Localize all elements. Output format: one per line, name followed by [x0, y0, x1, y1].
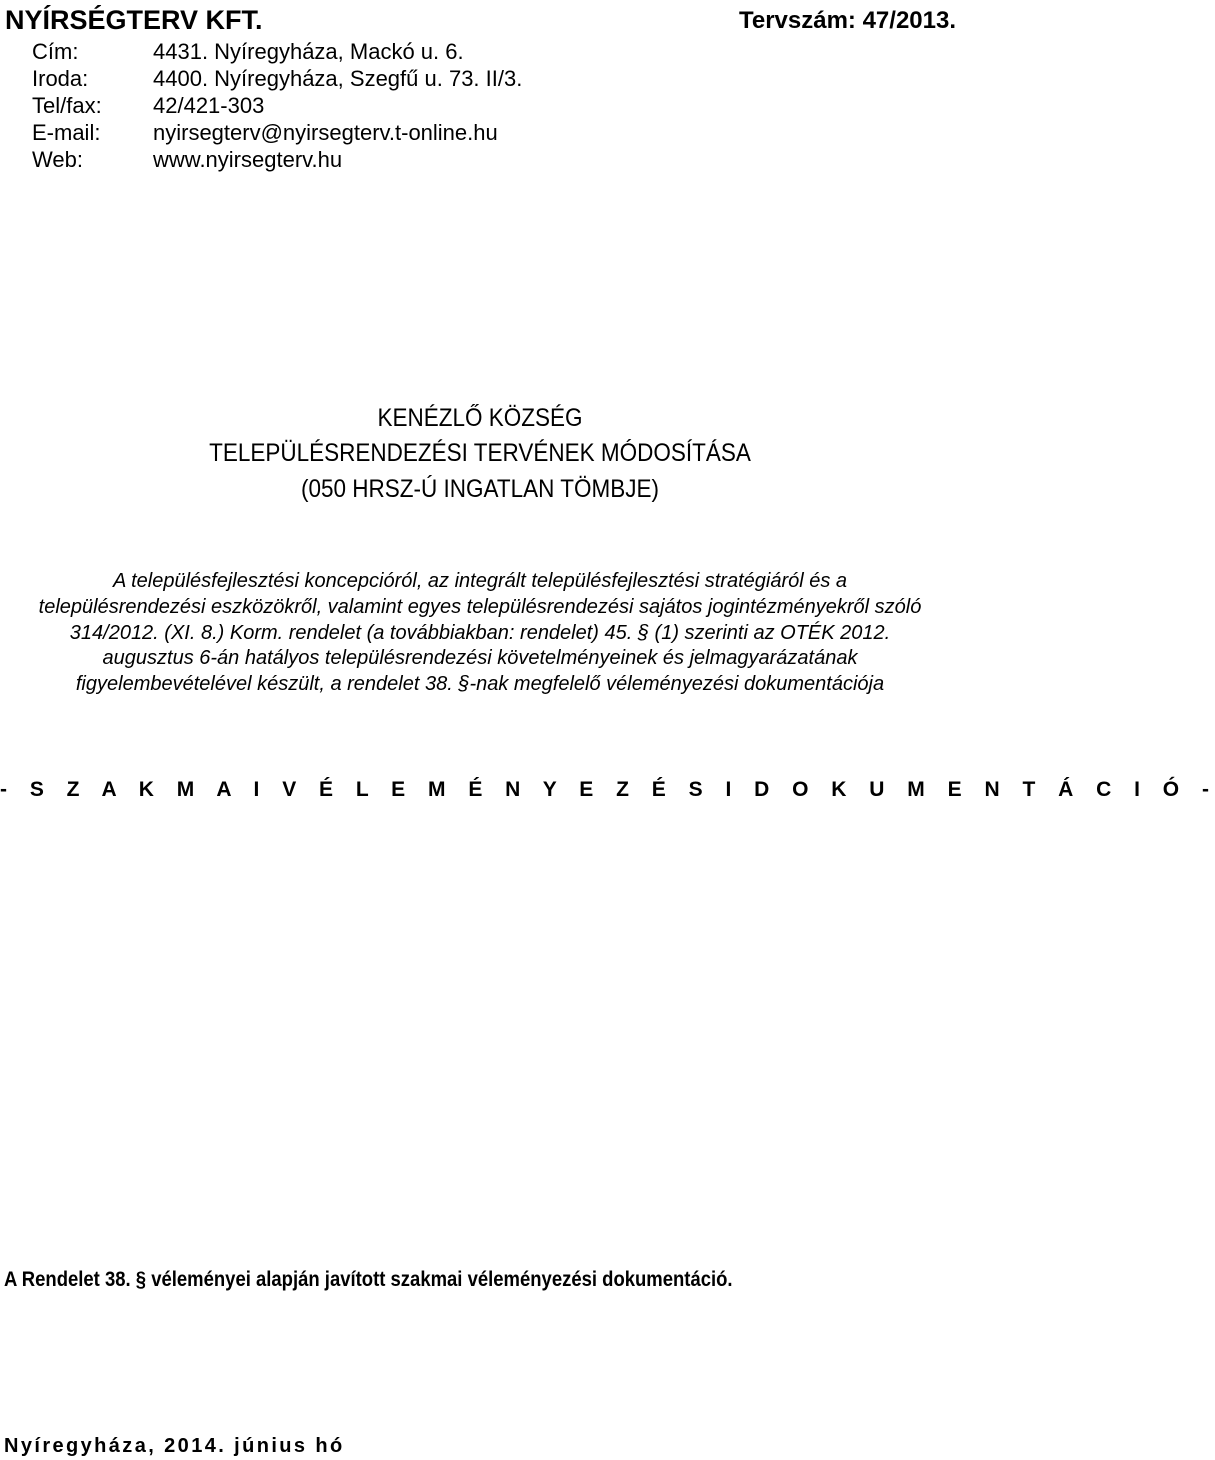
legal-basis-line: 314/2012. (XI. 8.) Korm. rendelet (a továbbiakban: rendelet) 45. § (1) szerinti az OTÉK 2012. [69, 622, 891, 644]
contact-value: 4431. Nyíregyháza, Mackó u. 6. [153, 39, 464, 64]
contact-row-web [32, 147, 342, 173]
contact-label: E-mail: [32, 120, 101, 145]
contact-label: Cím: [32, 39, 79, 64]
contact-value: nyirsegterv@nyirsegterv.t-online.hu [153, 120, 498, 145]
title-plan-amendment: TELEPÜLÉSRENDEZÉSI TERVÉNEK MÓDOSÍTÁSA [209, 439, 751, 467]
contact-label: Tel/fax: [32, 93, 102, 118]
legal-basis-line: A településfejlesztési koncepcióról, az integrált településfejlesztési stratégiáról és a [112, 570, 848, 592]
plan-number: Tervszám: 47/2013. [738, 7, 956, 34]
legal-basis-line: augusztus 6-án hatályos településrendezési követelményeinek és jelmagyarázatának [102, 647, 858, 669]
contact-value: 42/421-303 [153, 93, 265, 118]
document-type-heading: - S Z A K M A I V É L E M É N Y E Z É S I D O K U M E N T Á C I Ó - [0, 778, 1215, 801]
contact-label: Iroda: [32, 66, 89, 91]
contact-value: www.nyirsegterv.hu [153, 147, 343, 172]
contact-row-office [32, 66, 522, 92]
legal-basis-line: településrendezési eszközökről, valamint egyes településrendezési sajátos jogintézményekről szóló [38, 596, 922, 618]
title-parcel: (050 HRSZ-Ú INGATLAN TÖMBJE) [301, 475, 659, 503]
legal-basis-line: figyelembevételével készült, a rendelet 38. §-nak megfelelő véleményezési dokumentációja [75, 673, 885, 695]
contact-label: Web: [32, 147, 83, 172]
place-and-date: Nyíregyháza, 2014. június hó [4, 1435, 345, 1457]
contact-row-email [32, 120, 498, 146]
title-municipality: KENÉZLŐ KÖZSÉG [377, 404, 583, 432]
contact-row-address [32, 39, 464, 65]
contact-row-phone [32, 93, 264, 119]
contact-value: 4400. Nyíregyháza, Szegfű u. 73. II/3. [153, 66, 523, 91]
company-name: NYÍRSÉGTERV KFT. [5, 5, 263, 35]
revision-note: A Rendelet 38. § véleményei alapján javított szakmai véleményezési dokumentáció. [4, 1268, 733, 1291]
